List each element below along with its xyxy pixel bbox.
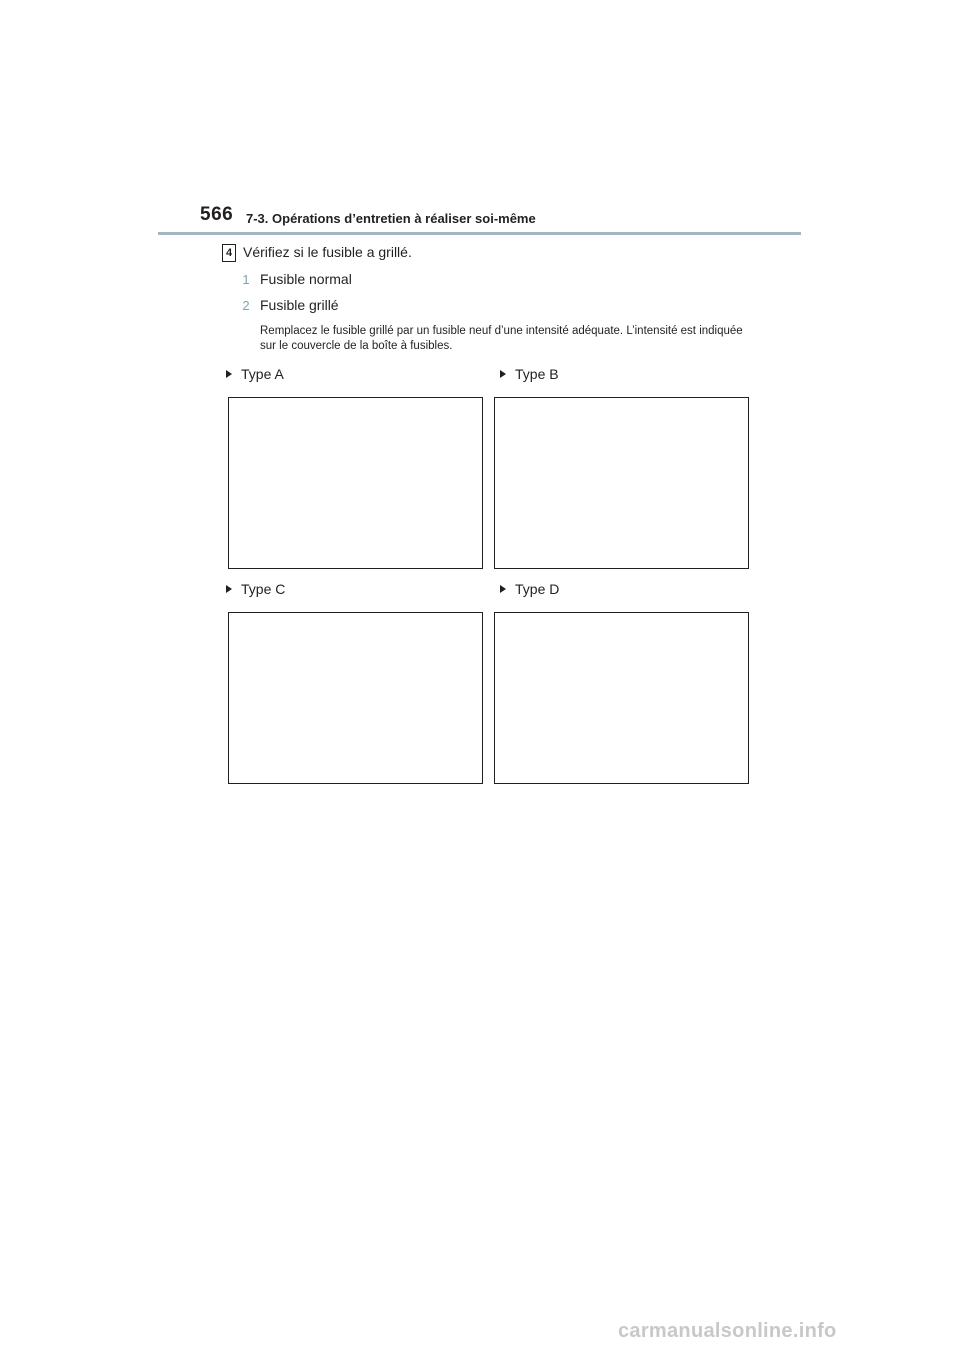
item-label-normal-fuse: Fusible normal: [260, 271, 352, 287]
footer-watermark: carmanualsonline.info: [618, 1320, 837, 1342]
item-number-2: 2: [242, 298, 250, 313]
header-rule: [158, 232, 801, 235]
figure-label-type-d: [500, 581, 559, 597]
figure-type-b: [494, 397, 749, 569]
item-number-1: 1: [242, 272, 250, 287]
item-label-blown-fuse: Fusible grillé: [260, 297, 339, 313]
figure-label-type-b: [500, 366, 559, 382]
section-title: 7-3. Opérations d’entretien à réaliser soi-même: [246, 211, 536, 226]
figure-label-text: Type D: [515, 581, 560, 597]
step-text: Vérifiez si le fusible a grillé.: [243, 244, 412, 260]
triangle-bullet-icon: [226, 370, 232, 378]
figure-label-type-a: [226, 366, 284, 382]
step-badge: 4: [222, 244, 236, 262]
note-text: Remplacez le fusible grillé par un fusible neuf d’une intensité adéquate. L’intensité est indiquée sur le couvercle de la boîte à fusibles.: [260, 325, 743, 352]
figure-label-text: Type B: [515, 366, 559, 382]
figure-label-text: Type A: [241, 366, 284, 382]
figure-label-text: Type C: [241, 581, 286, 597]
figure-label-type-c: [226, 581, 285, 597]
triangle-bullet-icon: [500, 370, 506, 378]
figure-type-a: [228, 397, 483, 569]
figure-type-c: [228, 612, 483, 784]
triangle-bullet-icon: [226, 585, 232, 593]
triangle-bullet-icon: [500, 585, 506, 593]
page-number: 566: [200, 204, 234, 225]
figure-type-d: [494, 612, 749, 784]
